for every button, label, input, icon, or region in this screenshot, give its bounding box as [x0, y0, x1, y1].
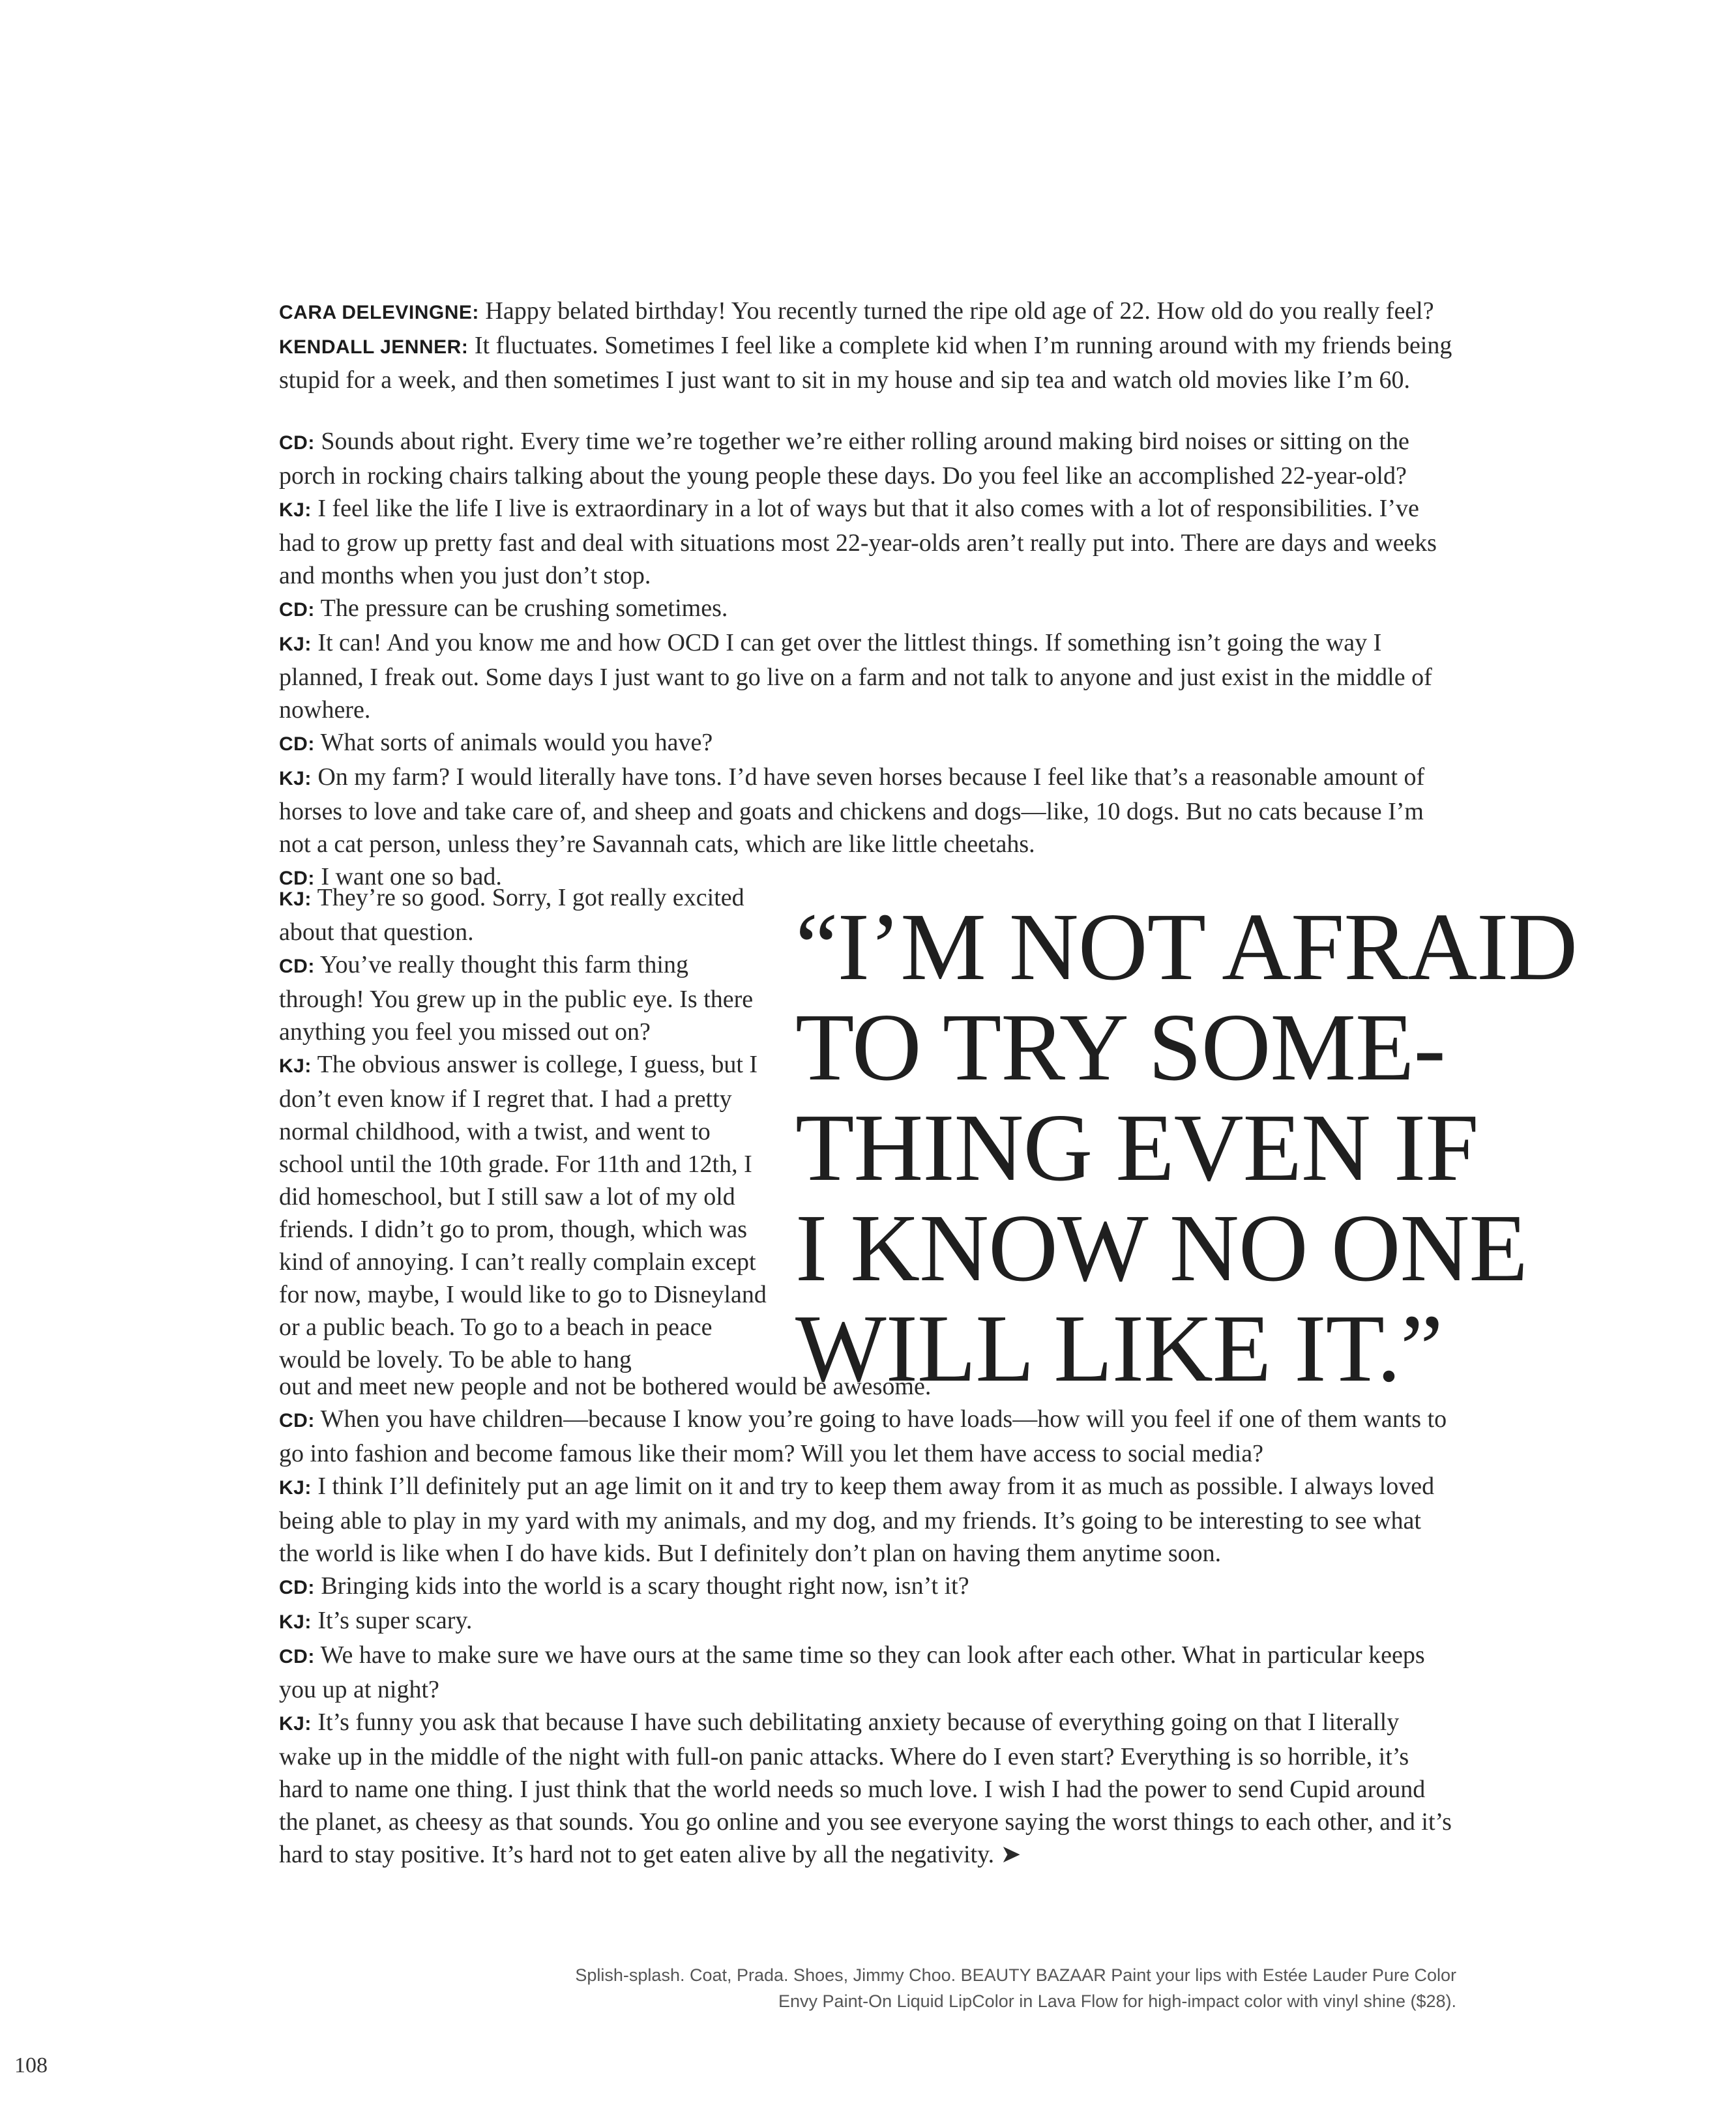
qa-text: You’ve really thought this farm thing through! You grew up in the public eye. Is there anything you feel you missed out on? [279, 951, 754, 1046]
qa-paragraph [279, 626, 1456, 726]
qa-paragraph [279, 726, 1456, 761]
qa-section-narrow [279, 881, 768, 1376]
qa-section-bottom [279, 1370, 1456, 1871]
pull-quote-line: THING EVEN IF [795, 1094, 1479, 1201]
pull-quote [795, 894, 1643, 1402]
answer-text: It fluctuates. Sometimes I feel like a complete kid when I’m running around with my friends being stupid for a week, and then sometimes I just want to sit in my house and sip tea and watch old movies like I’m 60. [279, 332, 1452, 394]
qa-text: What sorts of animals would you have? [320, 729, 713, 756]
speaker-label: KENDALL JENNER: [279, 336, 469, 358]
pull-quote-line: TO TRY SOME- [795, 994, 1445, 1101]
speaker-label: KJ: [279, 1477, 312, 1499]
speaker-label: KJ: [279, 1611, 312, 1633]
speaker-label: CD: [279, 1410, 315, 1431]
qa-text: The pressure can be crushing sometimes. [320, 594, 728, 622]
speaker-label: CD: [279, 1577, 315, 1598]
qa-paragraph [279, 881, 768, 948]
pull-quote-line: I KNOW NO ONE [795, 1195, 1527, 1302]
qa-paragraph [279, 1403, 1456, 1470]
continuation-text: out and meet new people and not be bothered would be awesome. [279, 1373, 932, 1400]
speaker-label: KJ: [279, 888, 312, 910]
qa-text: It’s funny you ask that because I have such debilitating anxiety because of everything going on that I literally wake up in the middle of the night with full-on panic attacks. Where do I even start? Everything is so horrible, it’s hard to name one thing. I just think that the world needs so much love. I wish I had the power to send Cupid around the planet, as cheesy as that sounds. You go online and you see everyone saying the worst things to each other, and it’s hard to stay positive. It’s hard not to get eaten alive by all the negativity. ➤ [279, 1709, 1452, 1868]
photo-caption [348, 1962, 1456, 2014]
speaker-label: CD: [279, 432, 315, 454]
page-number: 108 [14, 2053, 48, 2077]
qa-paragraph [279, 1048, 768, 1376]
qa-paragraph [279, 1470, 1456, 1570]
speaker-label: KJ: [279, 634, 312, 655]
qa-paragraph [279, 1570, 1456, 1604]
caption-line: Splish-splash. Coat, Prada. Shoes, Jimmy Choo. BEAUTY BAZAAR Paint your lips with Estée Lauder Pure Color [575, 1965, 1456, 1985]
qa-text: It’s super scary. [317, 1607, 473, 1634]
speaker-label: KJ: [279, 499, 312, 521]
qa-text: I think I’ll definitely put an age limit on it and try to keep them away from it as much as possible. I always loved being able to play in my yard with my animals, and my dog, and my friends. It’s going to be interesting to see what the world is like when I do have kids. But I definitely don’t plan on having them anytime soon. [279, 1473, 1435, 1567]
qa-paragraph [279, 948, 768, 1048]
qa-text: Bringing kids into the world is a scary thought right now, isn’t it? [321, 1572, 969, 1600]
qa-paragraph [279, 1639, 1456, 1706]
answer-kendall [279, 329, 1456, 396]
pull-quote-line: WILL LIKE IT.” [795, 1295, 1443, 1402]
speaker-label: CD: [279, 599, 315, 621]
speaker-label: CARA DELEVINGNE: [279, 302, 479, 323]
qa-paragraph [279, 592, 1456, 626]
qa-paragraph [279, 492, 1456, 592]
qa-text: It can! And you know me and how OCD I can get over the littlest things. If something isn’t going the way I planned, I freak out. Some days I just want to go live on a farm and not talk to anyone and just exist in the middle of nowhere. [279, 629, 1432, 724]
speaker-label: CD: [279, 956, 315, 977]
qa-text: I feel like the life I live is extraordinary in a lot of ways but that it also comes with a lot of responsibilities. I’ve had to grow up pretty fast and deal with situations most 22-year-olds aren’t really put into. There are days and weeks and months when you just don’t stop. [279, 495, 1437, 589]
speaker-label: CD: [279, 733, 315, 755]
qa-text: On my farm? I would literally have tons. I’d have seven horses because I feel like that’s a reasonable amount of horses to love and take care of, and sheep and goats and chickens and dogs—like, 10 dogs. But no cats because I’m not a cat person, unless they’re Savannah cats, which are like little cheetahs. [279, 763, 1425, 858]
speaker-label: KJ: [279, 1713, 312, 1735]
interview-intro [279, 295, 1456, 396]
qa-text: We have to make sure we have ours at the same time so they can look after each other. What in particular keeps you up at night? [279, 1641, 1425, 1703]
qa-paragraph [279, 761, 1456, 860]
question-text: Happy belated birthday! You recently turned the ripe old age of 22. How old do you really feel? [485, 297, 1434, 325]
qa-text: They’re so good. Sorry, I got really excited about that question. [279, 884, 744, 946]
speaker-label: KJ: [279, 768, 312, 789]
qa-section-top [279, 425, 1456, 895]
qa-text: Sounds about right. Every time we’re together we’re either rolling around making bird noises or sitting on the porch in rocking chairs talking about the young people these days. Do you feel like an accomplished 22-year-old? [279, 428, 1409, 490]
qa-paragraph [279, 1706, 1456, 1871]
qa-text: The obvious answer is college, I guess, but I don’t even know if I regret that. I had a pretty normal childhood, with a twist, and went to school until the 10th grade. For 11th and 12th, I did homeschool, but I still saw a lot of my old friends. I didn’t go to prom, though, which was kind of annoying. I can’t really complain except for now, maybe, I would like to go to Disneyland or a public beach. To go to a beach in peace would be lovely. To be able to hang [279, 1051, 767, 1373]
speaker-label: CD: [279, 868, 315, 889]
qa-text: When you have children—because I know you’re going to have loads—how will you feel if one of them wants to go into fashion and become famous like their mom? Will you let them have access to social media? [279, 1405, 1447, 1467]
qa-paragraph [279, 1604, 1456, 1639]
question-cara [279, 295, 1456, 329]
speaker-label: KJ: [279, 1055, 312, 1077]
speaker-label: CD: [279, 1646, 315, 1667]
caption-line: Envy Paint-On Liquid LipColor in Lava Flow for high-impact color with vinyl shine ($28). [778, 1991, 1456, 2011]
qa-paragraph [279, 425, 1456, 492]
pull-quote-line: “I’M NOT AFRAID [795, 894, 1578, 1001]
qa-text: I want one so bad. [321, 863, 502, 890]
